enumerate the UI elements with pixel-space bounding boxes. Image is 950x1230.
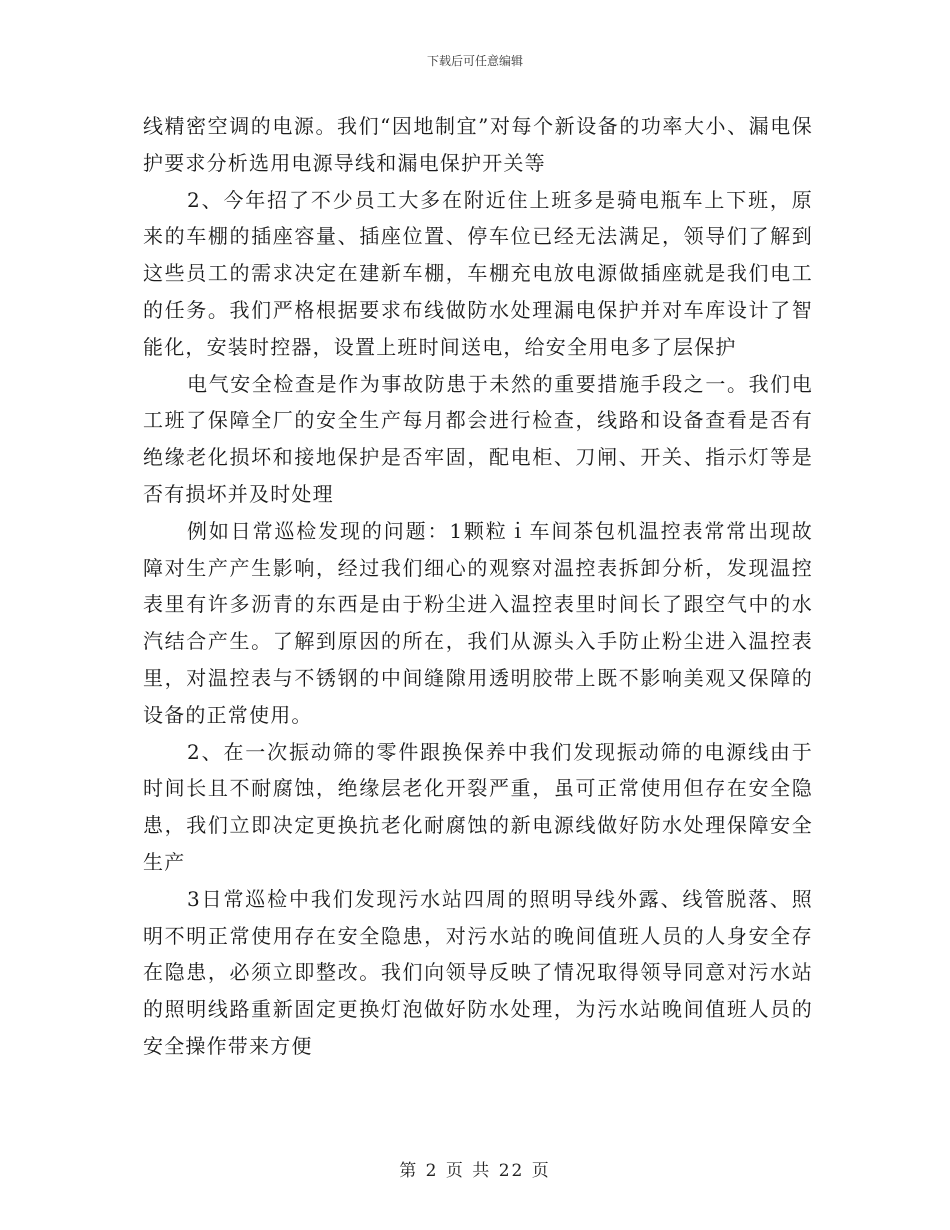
paragraph-2: 2、今年招了不少员工大多在附近住上班多是骑电瓶车上下班，原来的车棚的插座容量、插座位置、停车位已经无法满足，领导们了解到这些员工的需求决定在建新车棚，车棚充电放电源做插座就是我们电工的任务。我们严格根据要求布线做防水处理漏电保护并对车库设计了智能化，安装时控器，设置上班时间送电，给安全用电多了层保护 [143, 187, 813, 359]
paragraph-6: 3日常巡检中我们发现污水站四周的照明导线外露、线管脱落、照明不明正常使用存在安全隐患，对污水站的晚间值班人员的人身安全存在隐患，必须立即整改。我们向领导反映了情况取得领导同意对污水站的照明线路重新固定更换灯泡做好防水处理，为污水站晚间值班人员的安全操作带来方便 [143, 886, 813, 1058]
page-number-footer: 第 2 页 共 22 页 [399, 1161, 551, 1181]
paragraph-5: 2、在一次振动筛的零件跟换保养中我们发现振动筛的电源线由于时间长且不耐腐蚀，绝缘层老化开裂严重，虽可正常使用但存在安全隐患，我们立即决定更换抗老化耐腐蚀的新电源线做好防水处理保障安全生产 [143, 739, 813, 874]
paragraph-1: 线精密空调的电源。我们“因地制宜”对每个新设备的功率大小、漏电保护要求分析选用电源导线和漏电保护开关等 [143, 114, 813, 175]
document-body [143, 108, 813, 1065]
paragraph-4: 例如日常巡检发现的问题：1颗粒ｉ车间茶包机温控表常常出现故障对生产产生影响，经过我们细心的观察对温控表拆卸分析，发现温控表里有许多沥青的东西是由于粉尘进入温控表里时间长了跟空气中的水汽结合产生。了解到原因的所在，我们从源头入手防止粉尘进入温控表里，对温控表与不锈钢的中间缝隙用透明胶带上既不影响美观又保障的设备的正常使用。 [143, 518, 813, 727]
page-header: 下载后可任意编辑 [426, 54, 523, 68]
paragraph-3: 电气安全检查是作为事故防患于未然的重要措施手段之一。我们电工班了保障全厂的安全生产每月都会进行检查，线路和设备查看是否有绝缘老化损坏和接地保护是否牢固，配电柜、刀闸、开关、指示灯等是否有损坏并及时处理 [143, 371, 813, 506]
